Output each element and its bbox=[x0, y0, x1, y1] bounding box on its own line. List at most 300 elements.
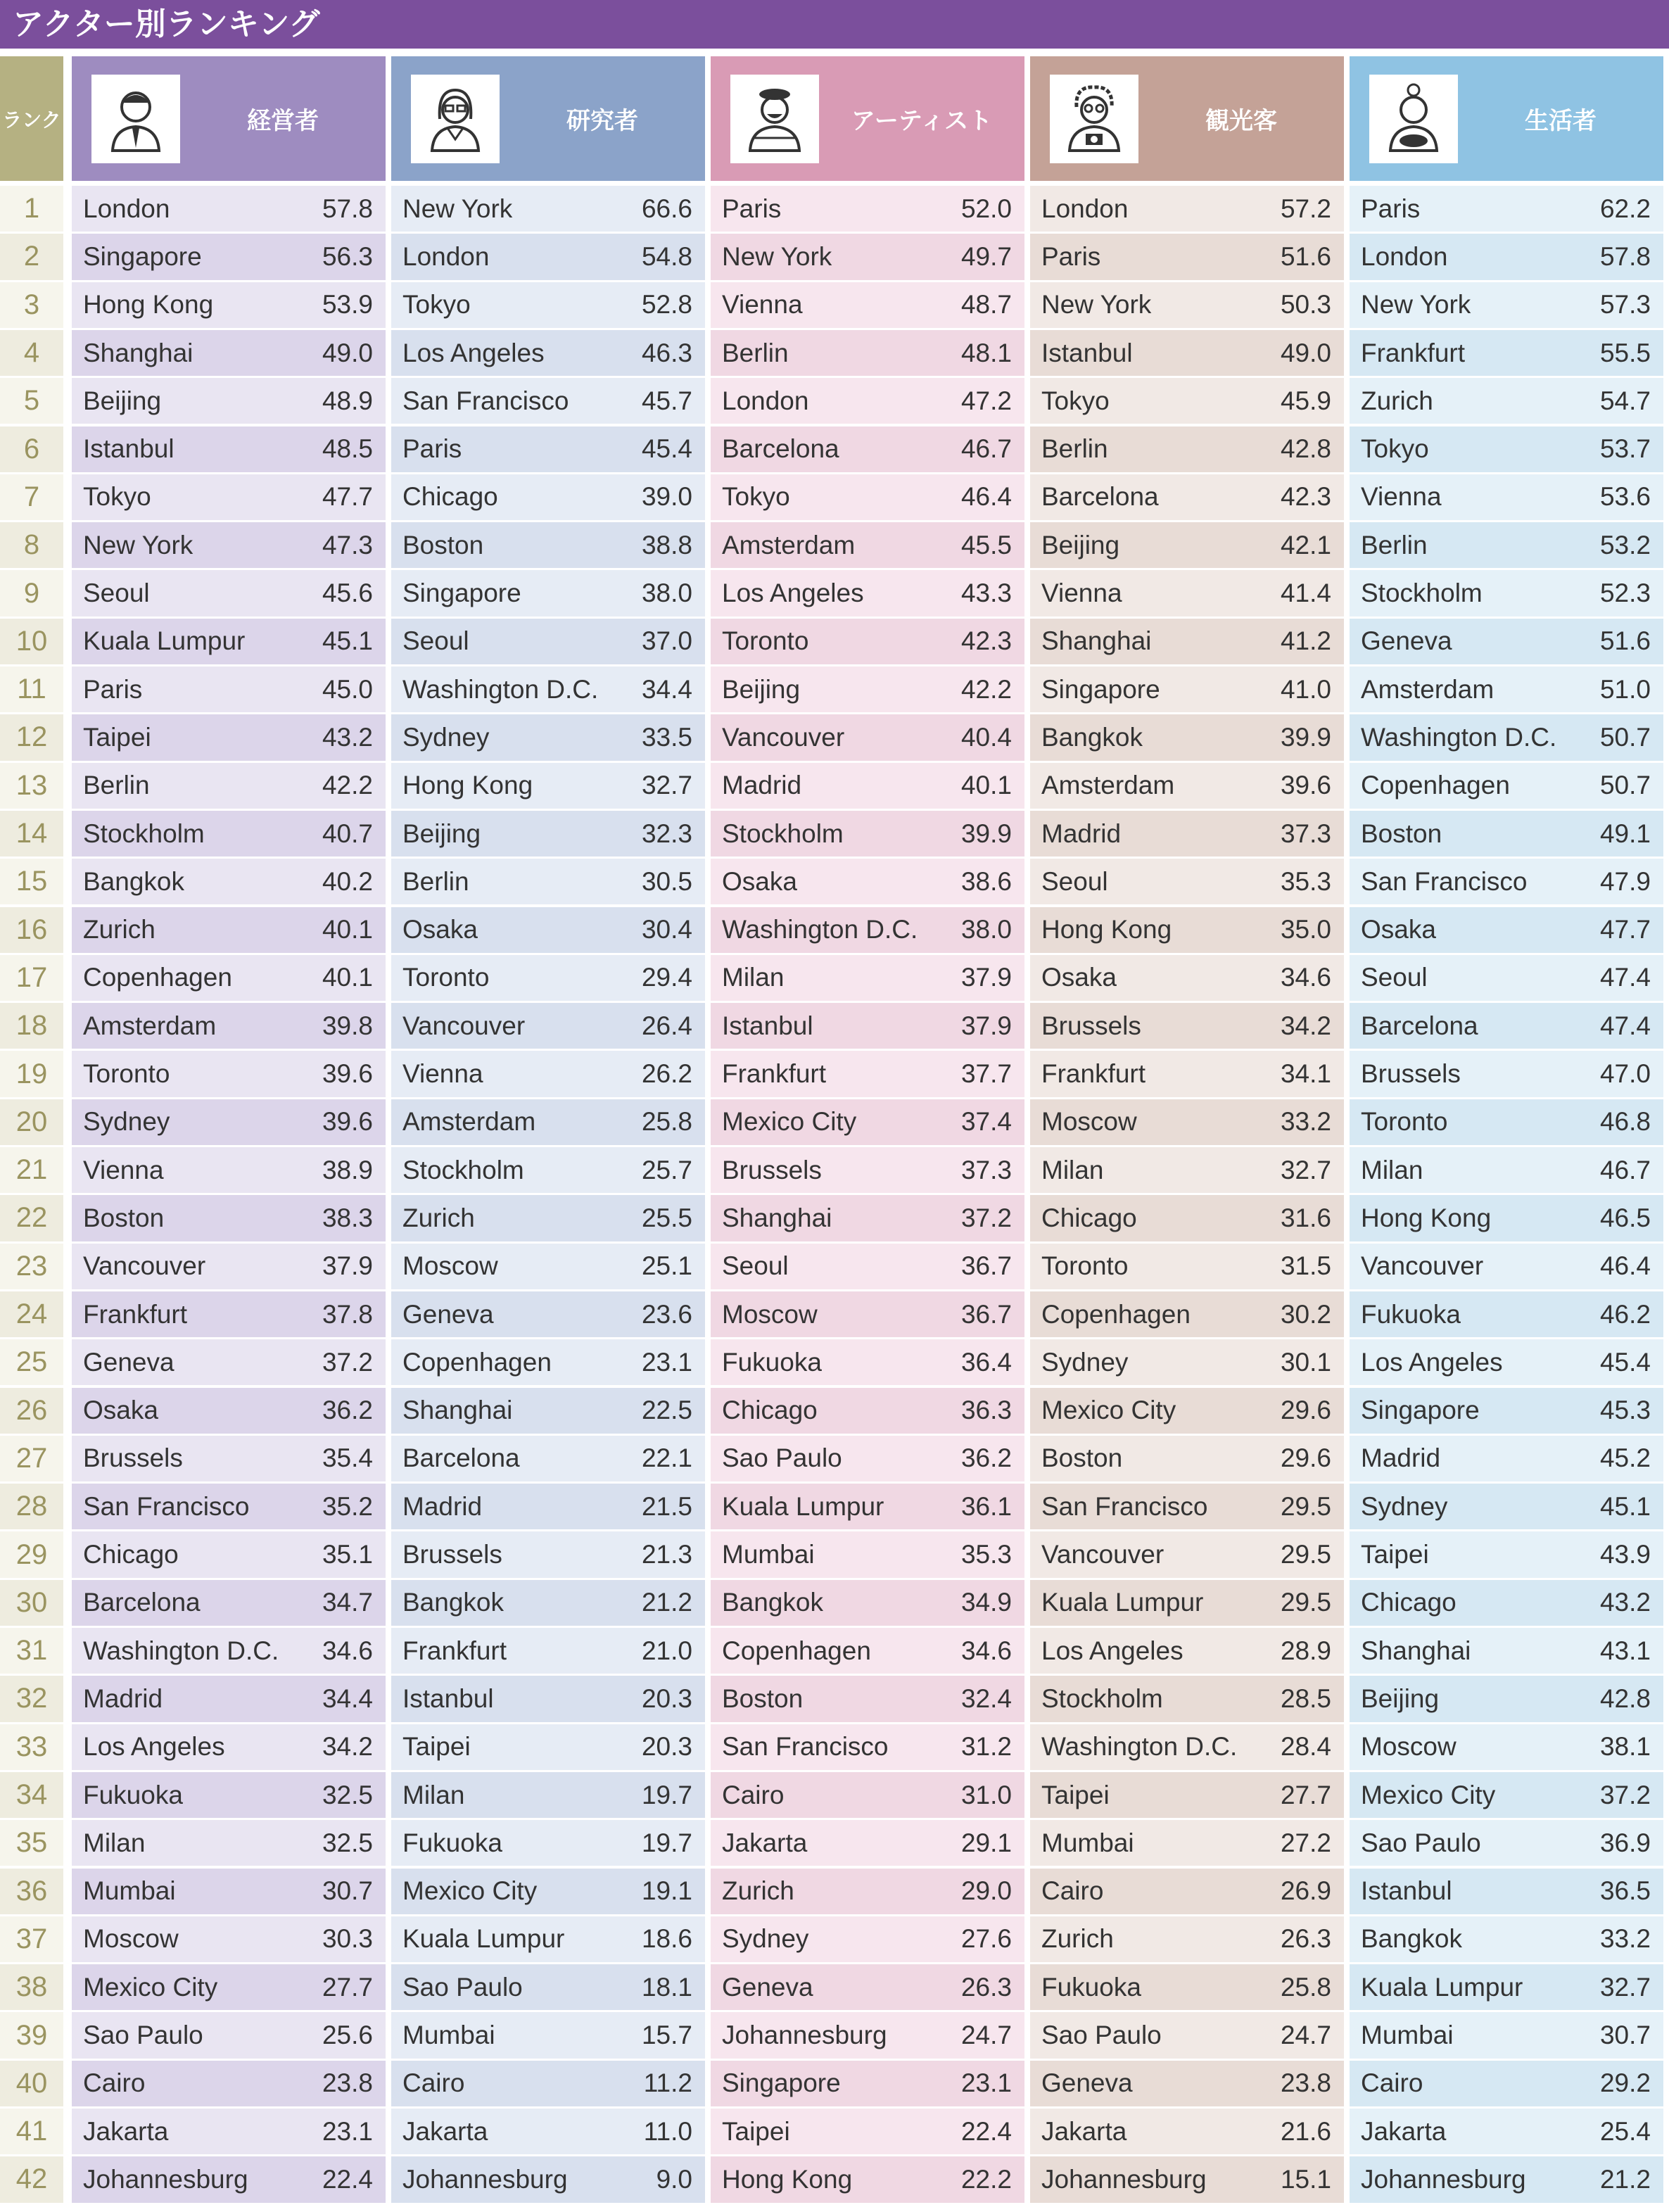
city-name: Sao Paulo bbox=[1041, 2021, 1162, 2050]
score-value: 45.9 bbox=[1280, 386, 1331, 415]
rank-number: 13 bbox=[0, 763, 63, 809]
table-row bbox=[391, 2156, 705, 2202]
city-name: Osaka bbox=[1041, 963, 1117, 992]
score-value: 57.3 bbox=[1599, 290, 1651, 320]
table-row bbox=[72, 2109, 386, 2154]
table-row bbox=[1350, 378, 1663, 424]
table-row bbox=[1030, 1339, 1344, 1385]
city-name: Taipei bbox=[83, 722, 151, 752]
city-name: Singapore bbox=[1041, 674, 1160, 704]
score-value: 21.6 bbox=[1280, 2116, 1331, 2146]
city-name: Brussels bbox=[83, 1443, 183, 1473]
city-name: San Francisco bbox=[83, 1491, 250, 1521]
city-name: Seoul bbox=[1041, 866, 1108, 896]
city-name: Johannesburg bbox=[1041, 2164, 1207, 2194]
city-name: Cairo bbox=[402, 2068, 465, 2098]
city-name: Sao Paulo bbox=[1361, 1828, 1481, 1857]
city-name: Washington D.C. bbox=[83, 1636, 279, 1665]
city-name: London bbox=[83, 194, 170, 223]
score-value: 19.1 bbox=[641, 1876, 692, 1906]
table-row bbox=[72, 426, 386, 472]
score-value: 18.1 bbox=[641, 1972, 692, 2002]
score-value: 38.8 bbox=[641, 530, 692, 560]
city-name: Barcelona bbox=[83, 1588, 201, 1617]
table-row bbox=[391, 714, 705, 760]
city-name: Milan bbox=[722, 963, 785, 992]
city-name: Sydney bbox=[402, 722, 490, 752]
city-name: Copenhagen bbox=[1361, 771, 1510, 800]
table-row bbox=[1030, 666, 1344, 712]
table-row bbox=[391, 426, 705, 472]
table-row bbox=[1030, 907, 1344, 953]
score-value: 46.5 bbox=[1599, 1203, 1651, 1232]
city-name: Johannesburg bbox=[722, 2021, 887, 2050]
score-value: 28.5 bbox=[1280, 1683, 1331, 1713]
city-name: Sao Paulo bbox=[402, 1972, 523, 2002]
score-value: 48.1 bbox=[960, 338, 1012, 367]
city-name: Moscow bbox=[1041, 1107, 1137, 1137]
score-value: 46.3 bbox=[641, 338, 692, 367]
city-name: Shanghai bbox=[1361, 1636, 1471, 1665]
city-name: Toronto bbox=[83, 1059, 170, 1089]
table-row bbox=[391, 378, 705, 424]
city-name: Zurich bbox=[722, 1876, 794, 1906]
table-row bbox=[1030, 955, 1344, 1001]
city-name: Sydney bbox=[722, 1924, 809, 1954]
score-value: 40.2 bbox=[322, 866, 373, 896]
city-name: Toronto bbox=[1041, 1251, 1129, 1281]
score-value: 43.3 bbox=[960, 579, 1012, 608]
city-name: Sydney bbox=[83, 1107, 170, 1137]
table-row bbox=[711, 1964, 1024, 2010]
score-value: 54.7 bbox=[1599, 386, 1651, 415]
score-value: 34.2 bbox=[322, 1732, 373, 1762]
score-value: 15.1 bbox=[1280, 2164, 1331, 2194]
city-name: New York bbox=[722, 241, 832, 271]
score-value: 66.6 bbox=[641, 194, 692, 223]
score-value: 46.7 bbox=[960, 434, 1012, 464]
score-value: 26.3 bbox=[1280, 1924, 1331, 1954]
score-value: 47.0 bbox=[1599, 1059, 1651, 1089]
table-row bbox=[1350, 1531, 1663, 1577]
score-value: 37.7 bbox=[960, 1059, 1012, 1089]
city-name: Kuala Lumpur bbox=[1041, 1588, 1204, 1617]
city-name: Washington D.C. bbox=[402, 674, 599, 704]
city-name: Beijing bbox=[83, 386, 162, 415]
score-value: 49.7 bbox=[960, 241, 1012, 271]
table-row bbox=[711, 1051, 1024, 1096]
score-value: 40.4 bbox=[960, 722, 1012, 752]
city-name: Hong Kong bbox=[83, 290, 214, 320]
score-value: 23.8 bbox=[1280, 2068, 1331, 2098]
table-row bbox=[1350, 570, 1663, 616]
score-value: 42.8 bbox=[1280, 434, 1331, 464]
score-value: 22.5 bbox=[641, 1396, 692, 1425]
score-value: 29.2 bbox=[1599, 2068, 1651, 2098]
city-name: Milan bbox=[1041, 1155, 1104, 1184]
score-value: 46.4 bbox=[1599, 1251, 1651, 1281]
rank-number: 26 bbox=[0, 1388, 63, 1434]
table-row bbox=[72, 1964, 386, 2010]
table-row bbox=[711, 714, 1024, 760]
rank-number: 28 bbox=[0, 1484, 63, 1529]
resident-icon bbox=[1369, 75, 1458, 163]
table-row bbox=[1350, 186, 1663, 232]
table-row bbox=[72, 282, 386, 328]
table-row bbox=[1030, 1244, 1344, 1289]
table-row bbox=[1030, 1820, 1344, 1866]
city-name: Seoul bbox=[402, 626, 469, 656]
city-name: Barcelona bbox=[722, 434, 839, 464]
score-value: 29.4 bbox=[641, 963, 692, 992]
city-name: Los Angeles bbox=[1361, 1347, 1503, 1377]
score-value: 41.0 bbox=[1280, 674, 1331, 704]
score-value: 26.2 bbox=[641, 1059, 692, 1089]
score-value: 37.2 bbox=[1599, 1780, 1651, 1809]
rank-number: 4 bbox=[0, 330, 63, 376]
score-value: 20.3 bbox=[641, 1732, 692, 1762]
city-name: Istanbul bbox=[402, 1683, 494, 1713]
score-value: 34.4 bbox=[641, 674, 692, 704]
table-row bbox=[391, 2012, 705, 2058]
city-name: Mexico City bbox=[722, 1107, 857, 1137]
table-row bbox=[1030, 2012, 1344, 2058]
city-name: Amsterdam bbox=[1361, 674, 1495, 704]
score-value: 36.7 bbox=[960, 1299, 1012, 1329]
city-name: Hong Kong bbox=[722, 2164, 853, 2194]
city-name: Tokyo bbox=[1361, 434, 1429, 464]
city-name: Singapore bbox=[722, 2068, 841, 2098]
table-row bbox=[711, 378, 1024, 424]
city-name: Copenhagen bbox=[402, 1347, 552, 1377]
city-name: Moscow bbox=[1361, 1732, 1457, 1762]
score-value: 47.4 bbox=[1599, 1011, 1651, 1040]
score-value: 45.3 bbox=[1599, 1396, 1651, 1425]
score-value: 32.7 bbox=[1280, 1155, 1331, 1184]
table-row bbox=[72, 619, 386, 664]
city-name: Brussels bbox=[1041, 1011, 1141, 1040]
city-name: Moscow bbox=[402, 1251, 498, 1281]
table-row bbox=[1350, 1436, 1663, 1481]
score-value: 49.1 bbox=[1599, 819, 1651, 848]
city-name: Los Angeles bbox=[83, 1732, 225, 1762]
table-row bbox=[391, 1772, 705, 1818]
score-value: 25.6 bbox=[322, 2021, 373, 2050]
score-value: 22.4 bbox=[322, 2164, 373, 2194]
table-row bbox=[1030, 1628, 1344, 1674]
city-name: Mumbai bbox=[722, 1540, 815, 1569]
table-row bbox=[1030, 1580, 1344, 1626]
table-row bbox=[1030, 619, 1344, 664]
city-name: New York bbox=[1041, 290, 1152, 320]
table-row bbox=[1350, 330, 1663, 376]
table-row bbox=[391, 1195, 705, 1241]
rank-number: 40 bbox=[0, 2061, 63, 2106]
table-row bbox=[72, 330, 386, 376]
table-row bbox=[391, 2061, 705, 2106]
table-row bbox=[72, 1003, 386, 1049]
city-name: Shanghai bbox=[722, 1203, 832, 1232]
score-value: 15.7 bbox=[641, 2021, 692, 2050]
score-value: 56.3 bbox=[322, 241, 373, 271]
table-row bbox=[391, 1436, 705, 1481]
score-value: 45.4 bbox=[1599, 1347, 1651, 1377]
score-value: 37.9 bbox=[960, 1011, 1012, 1040]
city-name: Vancouver bbox=[1041, 1540, 1165, 1569]
score-value: 29.6 bbox=[1280, 1396, 1331, 1425]
score-value: 38.9 bbox=[322, 1155, 373, 1184]
table-row bbox=[72, 2012, 386, 2058]
table-row bbox=[1350, 1339, 1663, 1385]
score-value: 43.1 bbox=[1599, 1636, 1651, 1665]
city-name: Kuala Lumpur bbox=[722, 1491, 884, 1521]
score-value: 30.5 bbox=[641, 866, 692, 896]
score-value: 34.9 bbox=[960, 1588, 1012, 1617]
table-row bbox=[391, 1916, 705, 1962]
score-value: 38.0 bbox=[641, 579, 692, 608]
table-row bbox=[1350, 1964, 1663, 2010]
city-name: Milan bbox=[83, 1828, 146, 1857]
rank-number: 21 bbox=[0, 1147, 63, 1193]
score-value: 31.2 bbox=[960, 1732, 1012, 1762]
city-name: Madrid bbox=[83, 1683, 163, 1713]
city-name: Taipei bbox=[402, 1732, 471, 1762]
table-row bbox=[391, 1003, 705, 1049]
table-row bbox=[72, 1772, 386, 1818]
actor-header bbox=[711, 56, 1024, 181]
score-value: 51.6 bbox=[1599, 626, 1651, 656]
city-name: Milan bbox=[1361, 1155, 1423, 1184]
city-name: Johannesburg bbox=[402, 2164, 568, 2194]
city-name: Fukuoka bbox=[402, 1828, 502, 1857]
score-value: 9.0 bbox=[656, 2164, 692, 2194]
score-value: 11.2 bbox=[643, 2068, 692, 2098]
table-row bbox=[72, 1195, 386, 1241]
city-name: New York bbox=[402, 194, 513, 223]
table-row bbox=[72, 859, 386, 904]
city-name: Copenhagen bbox=[1041, 1299, 1191, 1329]
table-row bbox=[1030, 570, 1344, 616]
table-row bbox=[391, 1628, 705, 1674]
city-name: Barcelona bbox=[1041, 482, 1159, 512]
table-row bbox=[1030, 378, 1344, 424]
city-name: New York bbox=[83, 530, 193, 560]
city-name: Mexico City bbox=[1041, 1396, 1176, 1425]
table-row bbox=[1030, 1388, 1344, 1434]
score-value: 37.4 bbox=[960, 1107, 1012, 1137]
city-name: Kuala Lumpur bbox=[1361, 1972, 1523, 2002]
city-name: Geneva bbox=[722, 1972, 813, 2002]
city-name: Geneva bbox=[1361, 626, 1452, 656]
city-name: Stockholm bbox=[722, 819, 844, 848]
city-name: Geneva bbox=[1041, 2068, 1133, 2098]
table-row bbox=[72, 1484, 386, 1529]
score-value: 34.6 bbox=[1280, 963, 1331, 992]
city-name: Istanbul bbox=[722, 1011, 813, 1040]
score-value: 38.0 bbox=[960, 915, 1012, 944]
score-value: 19.7 bbox=[641, 1780, 692, 1809]
table-row bbox=[72, 666, 386, 712]
city-name: Amsterdam bbox=[722, 530, 856, 560]
table-row bbox=[1030, 1724, 1344, 1770]
score-value: 32.5 bbox=[322, 1780, 373, 1809]
table-row bbox=[391, 1580, 705, 1626]
rank-number: 37 bbox=[0, 1916, 63, 1962]
city-name: Shanghai bbox=[83, 338, 193, 367]
score-value: 40.7 bbox=[322, 819, 373, 848]
rank-number: 15 bbox=[0, 859, 63, 904]
table-row bbox=[711, 1772, 1024, 1818]
rank-number: 11 bbox=[0, 666, 63, 712]
rank-number: 35 bbox=[0, 1820, 63, 1866]
city-name: Amsterdam bbox=[83, 1011, 217, 1040]
table-row bbox=[72, 907, 386, 953]
rank-number: 25 bbox=[0, 1339, 63, 1385]
score-value: 21.2 bbox=[1599, 2164, 1651, 2194]
table-row bbox=[391, 2109, 705, 2154]
score-value: 34.1 bbox=[1280, 1059, 1331, 1089]
city-name: Milan bbox=[402, 1780, 465, 1809]
city-name: Vienna bbox=[83, 1155, 164, 1184]
table-row bbox=[1350, 1244, 1663, 1289]
score-value: 47.4 bbox=[1599, 963, 1651, 992]
tourist-icon bbox=[1050, 75, 1138, 163]
rank-number: 12 bbox=[0, 714, 63, 760]
rank-number: 2 bbox=[0, 234, 63, 279]
table-row bbox=[1350, 1676, 1663, 1721]
table-row bbox=[1350, 1051, 1663, 1096]
table-row bbox=[72, 1244, 386, 1289]
table-row bbox=[1030, 426, 1344, 472]
city-name: Vienna bbox=[722, 290, 803, 320]
city-name: Paris bbox=[722, 194, 782, 223]
score-value: 40.1 bbox=[322, 915, 373, 944]
score-value: 45.6 bbox=[322, 579, 373, 608]
score-value: 23.1 bbox=[322, 2116, 373, 2146]
table-row bbox=[1030, 714, 1344, 760]
score-value: 38.3 bbox=[322, 1203, 373, 1232]
rank-number: 7 bbox=[0, 474, 63, 520]
table-row bbox=[1030, 1291, 1344, 1337]
city-name: Cairo bbox=[83, 2068, 146, 2098]
table-row bbox=[391, 1724, 705, 1770]
score-value: 26.4 bbox=[641, 1011, 692, 1040]
score-value: 34.6 bbox=[322, 1636, 373, 1665]
city-name: Boston bbox=[1361, 819, 1442, 848]
table-row bbox=[72, 1531, 386, 1577]
score-value: 50.7 bbox=[1599, 722, 1651, 752]
score-value: 50.3 bbox=[1280, 290, 1331, 320]
score-value: 22.4 bbox=[960, 2116, 1012, 2146]
city-name: Jakarta bbox=[402, 2116, 488, 2146]
table-row bbox=[1030, 1964, 1344, 2010]
score-value: 20.3 bbox=[641, 1683, 692, 1713]
table-row bbox=[711, 282, 1024, 328]
actor-label: 研究者 bbox=[566, 107, 638, 135]
score-value: 37.9 bbox=[322, 1251, 373, 1281]
city-name: Mumbai bbox=[83, 1876, 176, 1906]
score-value: 53.7 bbox=[1599, 434, 1651, 464]
table-row bbox=[711, 666, 1024, 712]
score-value: 25.5 bbox=[641, 1203, 692, 1232]
city-name: London bbox=[402, 241, 490, 271]
city-name: San Francisco bbox=[402, 386, 569, 415]
city-name: Paris bbox=[402, 434, 462, 464]
city-name: Los Angeles bbox=[722, 579, 864, 608]
table-row bbox=[391, 282, 705, 328]
table-row bbox=[1350, 619, 1663, 664]
score-value: 47.3 bbox=[322, 530, 373, 560]
table-row bbox=[1030, 2061, 1344, 2106]
table-row bbox=[1350, 2061, 1663, 2106]
table-row bbox=[711, 1147, 1024, 1193]
city-name: Copenhagen bbox=[83, 963, 232, 992]
score-value: 51.0 bbox=[1599, 674, 1651, 704]
table-row bbox=[72, 186, 386, 232]
table-row bbox=[1350, 859, 1663, 904]
city-name: Mumbai bbox=[1041, 1828, 1134, 1857]
city-name: Geneva bbox=[83, 1347, 174, 1377]
score-value: 27.7 bbox=[1280, 1780, 1331, 1809]
score-value: 34.2 bbox=[1280, 1011, 1331, 1040]
score-value: 45.2 bbox=[1599, 1443, 1651, 1473]
score-value: 29.5 bbox=[1280, 1540, 1331, 1569]
score-value: 37.9 bbox=[960, 963, 1012, 992]
rank-number: 23 bbox=[0, 1244, 63, 1289]
score-value: 52.0 bbox=[960, 194, 1012, 223]
city-name: Fukuoka bbox=[1041, 1972, 1141, 2002]
table-row bbox=[711, 907, 1024, 953]
score-value: 51.6 bbox=[1280, 241, 1331, 271]
rank-number: 8 bbox=[0, 522, 63, 568]
table-row bbox=[1350, 522, 1663, 568]
city-name: Vienna bbox=[402, 1059, 483, 1089]
table-row bbox=[711, 1003, 1024, 1049]
score-value: 34.7 bbox=[322, 1588, 373, 1617]
table-row bbox=[711, 1628, 1024, 1674]
rank-number: 20 bbox=[0, 1099, 63, 1145]
city-name: Beijing bbox=[402, 819, 481, 848]
rank-number: 3 bbox=[0, 282, 63, 328]
score-value: 30.4 bbox=[641, 915, 692, 944]
city-name: Shanghai bbox=[1041, 626, 1152, 656]
city-name: Singapore bbox=[402, 579, 521, 608]
score-value: 28.4 bbox=[1280, 1732, 1331, 1762]
score-value: 33.5 bbox=[641, 722, 692, 752]
score-value: 32.3 bbox=[641, 819, 692, 848]
city-name: Vienna bbox=[1361, 482, 1442, 512]
city-name: Boston bbox=[722, 1683, 804, 1713]
city-name: Vancouver bbox=[722, 722, 845, 752]
score-value: 46.7 bbox=[1599, 1155, 1651, 1184]
table-row bbox=[72, 1869, 386, 1914]
rank-number: 1 bbox=[0, 186, 63, 232]
city-name: Bangkok bbox=[83, 866, 184, 896]
actor-label: 経営者 bbox=[247, 107, 319, 135]
score-value: 37.2 bbox=[322, 1347, 373, 1377]
table-row bbox=[391, 186, 705, 232]
city-name: Vienna bbox=[1041, 579, 1122, 608]
city-name: London bbox=[722, 386, 809, 415]
table-row bbox=[1350, 1916, 1663, 1962]
score-value: 21.3 bbox=[641, 1540, 692, 1569]
city-name: Madrid bbox=[722, 771, 802, 800]
city-name: Madrid bbox=[1041, 819, 1122, 848]
score-value: 54.8 bbox=[641, 241, 692, 271]
table-row bbox=[711, 1724, 1024, 1770]
score-value: 36.9 bbox=[1599, 1828, 1651, 1857]
score-value: 45.1 bbox=[1599, 1491, 1651, 1521]
